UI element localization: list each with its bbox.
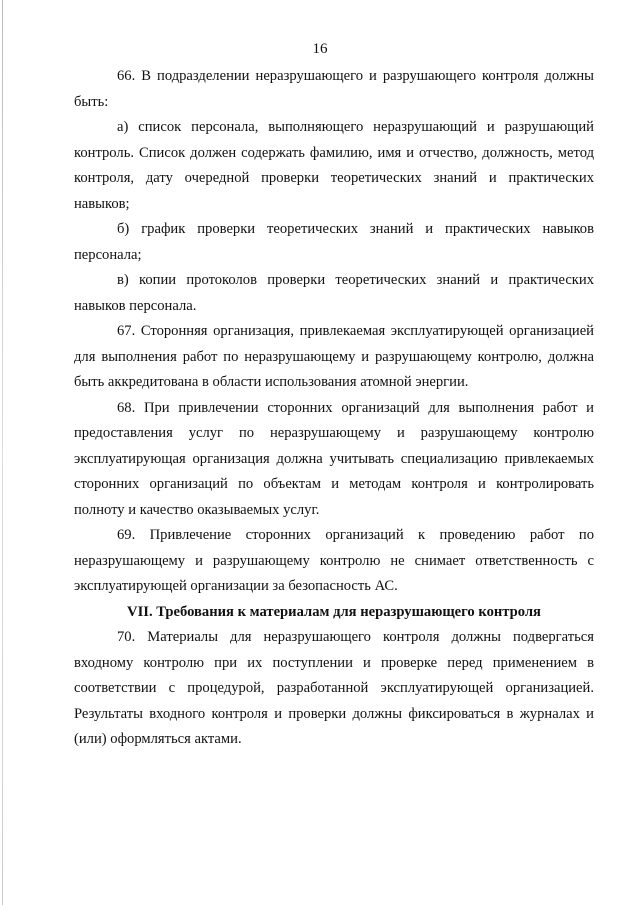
paragraph-70: 70. Материалы для неразрушающего контроля должны подвергаться входному контролю при их поступлении и проверке перед применением в соответствии с процедурой, разработанной эксплуатирующей организацией. Результаты входного контроля и проверки должны фиксироваться в журналах и (или) оформляться актами. (74, 629, 594, 747)
paragraph-69: 69. Привлечение сторонних организаций к проведению работ по неразрушающему и разрушающему контролю не снимает ответственность с эксплуатирующей организации за безопасность АС. (74, 527, 594, 594)
document-body (74, 64, 594, 753)
paragraph-66-a: а) список персонала, выполняющего неразрушающий и разрушающий контроль. Список должен содержать фамилию, имя и отчество, должность, метод контроля, дату очередной проверки теоретических знаний и практических навыков; (74, 119, 594, 212)
paragraph-66-c: в) копии протоколов проверки теоретических знаний и практических навыков персонала. (74, 272, 594, 314)
page-number: 16 (312, 41, 328, 57)
paragraph-67: 67. Сторонняя организация, привлекаемая эксплуатирующей организацией для выполнения работ по неразрушающему и разрушающему контролю, должна быть аккредитована в области использования атомной энергии. (74, 323, 594, 390)
paragraph-68: 68. При привлечении сторонних организаций для выполнения работ и предоставления услуг по неразрушающему и разрушающему контролю эксплуатирующая организация должна учитывать специализацию привлекаемых сторонних организаций по объектам и методам контроля и контролировать полноту и качество оказываемых услуг. (74, 399, 594, 518)
scan-edge-line (2, 0, 3, 905)
paragraph-66: 66. В подразделении неразрушающего и разрушающего контроля должны быть: (74, 68, 594, 110)
paragraph-66-b: б) график проверки теоретических знаний и практических навыков персонала; (74, 221, 594, 263)
section-heading: VII. Требования к материалам для неразрушающего контроля (127, 603, 541, 620)
